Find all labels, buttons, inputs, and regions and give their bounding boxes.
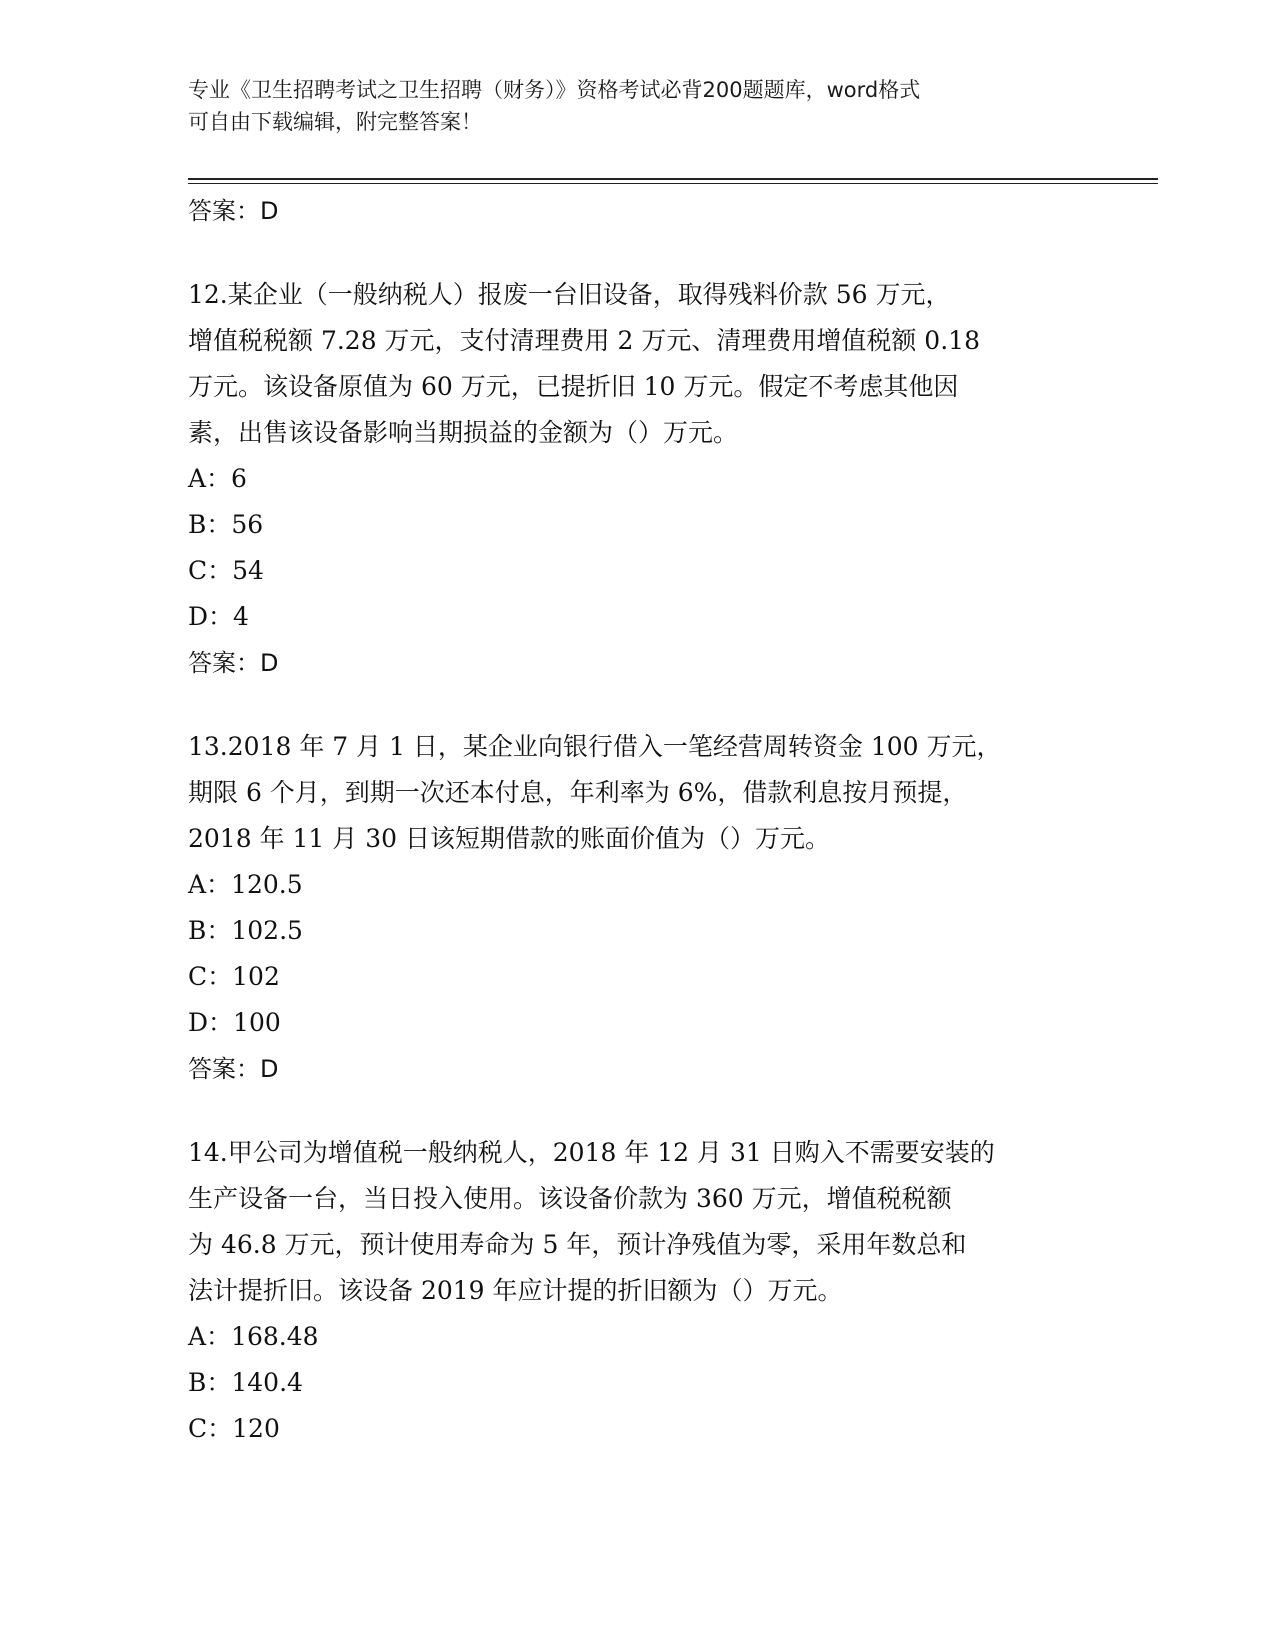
question-line: 14.甲公司为增值税一般纳税人，2018 年 12 月 31 日购入不需要安装的: [188, 1138, 995, 1167]
question-text: [188, 1092, 1088, 1314]
question-line: 12.某企业（一般纳税人）报废一台旧设备，取得残料价款 56 万元，: [188, 280, 951, 309]
document-header: [188, 74, 1068, 138]
question-12: [188, 234, 1088, 686]
question-line: 增值税税额 7.28 万元，支付清理费用 2 万元、清理费用增值税额 0.18: [188, 326, 980, 355]
question-line: 素，出售该设备影响当期损益的金额为（）万元。: [188, 418, 739, 447]
question-line: 法计提折旧。该设备 2019 年应计提的折旧额为（）万元。: [188, 1276, 843, 1305]
option-b: B：56: [188, 510, 264, 539]
option-c: C：120: [188, 1414, 280, 1443]
option-a: A：120.5: [188, 870, 303, 899]
option-d: D：4: [188, 602, 249, 631]
question-text: [188, 686, 1088, 862]
option-d: D：100: [188, 1008, 281, 1037]
header-line: 专业《卫生招聘考试之卫生招聘（财务）》资格考试必背200题题库，word格式: [188, 78, 921, 102]
answer-line: 答案：D: [188, 1055, 279, 1083]
question-14: [188, 1092, 1088, 1452]
answer-line: 答案：D: [188, 197, 279, 225]
option-b: B：140.4: [188, 1368, 303, 1397]
option-c: C：102: [188, 962, 280, 991]
option-c: C：54: [188, 556, 264, 585]
question-line: 2018 年 11 月 30 日该短期借款的账面价值为（）万元。: [188, 824, 830, 853]
option-a: A：168.48: [188, 1322, 319, 1351]
question-line: 生产设备一台，当日投入使用。该设备价款为 360 万元，增值税税额: [188, 1184, 952, 1213]
document-body: [188, 188, 1088, 1452]
question-13: [188, 686, 1088, 1092]
answer-line: 答案：D: [188, 649, 279, 677]
question-line: 万元。该设备原值为 60 万元，已提折旧 10 万元。假定不考虑其他因: [188, 372, 959, 401]
question-line: 期限 6 个月，到期一次还本付息，年利率为 6%，借款利息按月预提，: [188, 778, 968, 807]
question-line: 13.2018 年 7 月 1 日，某企业向银行借入一笔经营周转资金 100 万元，: [188, 732, 1002, 761]
header-divider-thin: [188, 183, 1158, 184]
header-divider: [188, 178, 1158, 180]
question-text: [188, 234, 1088, 456]
option-a: A：6: [188, 464, 247, 493]
question-line: 为 46.8 万元，预计使用寿命为 5 年，预计净残值为零，采用年数总和: [188, 1230, 967, 1259]
option-b: B：102.5: [188, 916, 303, 945]
header-line: 可自由下载编辑，附完整答案！: [188, 110, 482, 134]
